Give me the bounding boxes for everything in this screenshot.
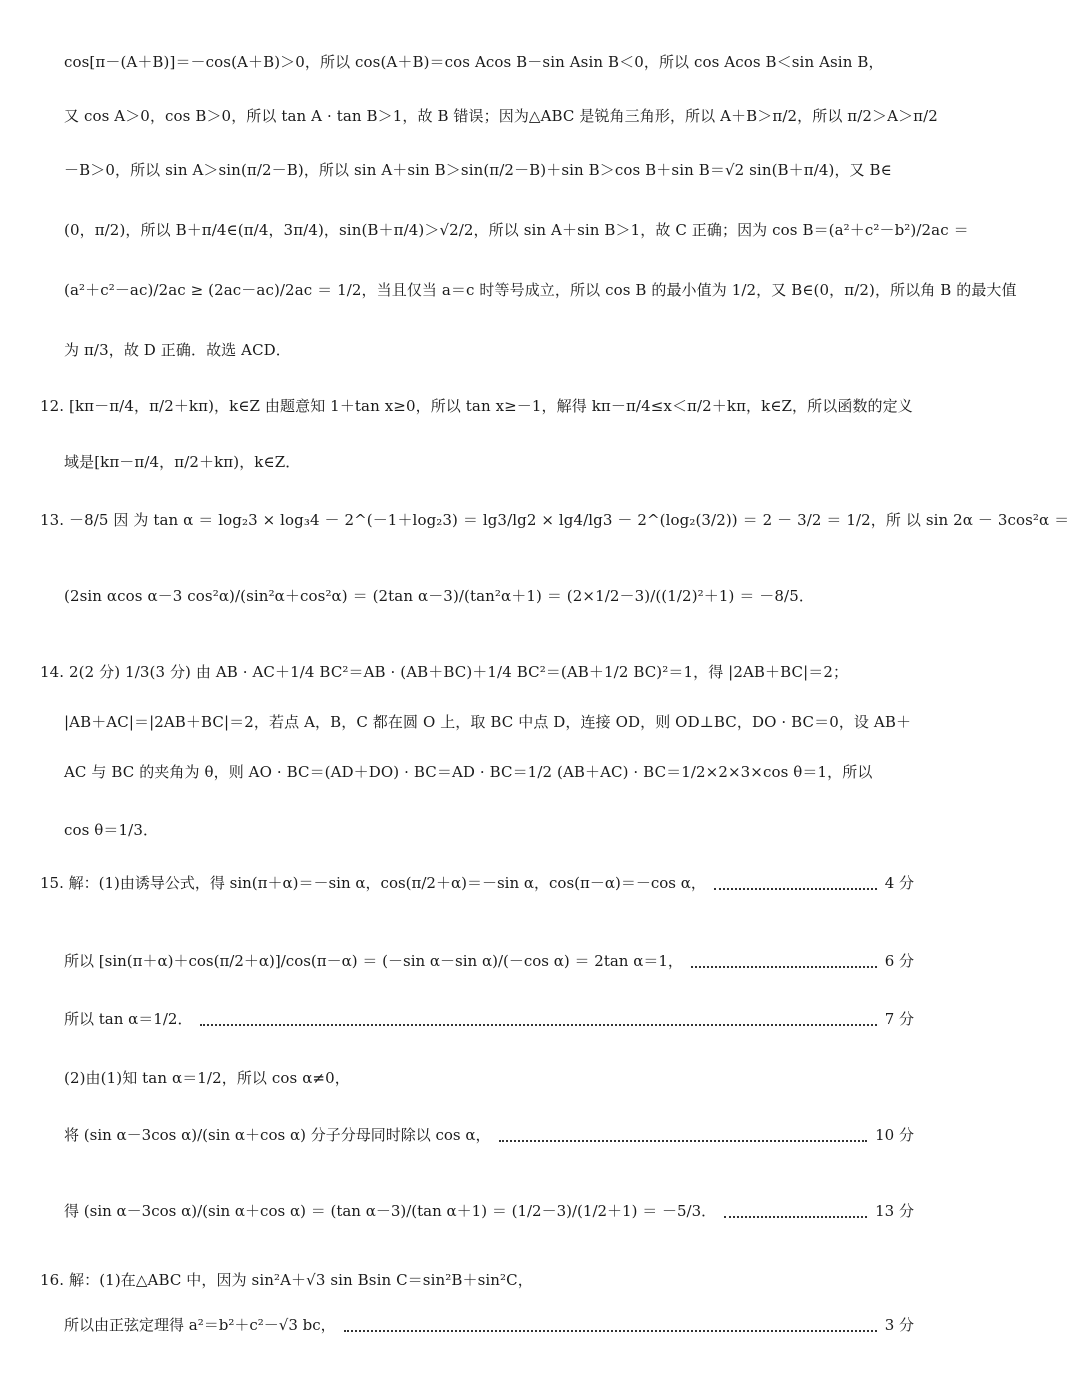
scored-line xyxy=(40,872,914,893)
dot-leader xyxy=(714,888,877,890)
text-line: (a²＋c²－ac)/2ac ≥ (2ac－ac)/2ac ＝ 1/2，当且仅当 a＝c 时等号成立，所以 cos B 的最小值为 1/2，又 B∈(0，π/2)，所以角 B 的最大值 xyxy=(64,281,1017,299)
text-line: 域是[kπ－π/4，π/2＋kπ)，k∈Z． xyxy=(64,453,301,471)
scored-line xyxy=(64,950,914,971)
dot-leader xyxy=(724,1216,867,1218)
scored-line xyxy=(64,1314,914,1335)
text-line: 又 cos A＞0，cos B＞0，所以 tan A · tan B＞1，故 B 错误；因为△ABC 是锐角三角形，所以 A＋B＞π/2，所以 π/2＞A＞π/2 xyxy=(64,107,938,125)
text-line: 为 π/3，故 D 正确．故选 ACD． xyxy=(64,341,291,359)
dot-leader xyxy=(344,1330,877,1332)
score-label: 13 分 xyxy=(875,1202,914,1220)
text-line: (2)由(1)知 tan α＝1/2，所以 cos α≠0， xyxy=(64,1069,350,1087)
text-line: cos[π－(A＋B)]＝－cos(A＋B)＞0，所以 cos(A＋B)＝cos Acos B－sin Asin B＜0，所以 cos Acos B＜sin Asin B， xyxy=(64,53,884,71)
score-label: 10 分 xyxy=(875,1126,914,1144)
text-line: |AB＋AC|＝|2AB＋BC|＝2，若点 A，B，C 都在圆 O 上，取 BC 中点 D，连接 OD，则 OD⊥BC，DO · BC＝0，设 AB＋ xyxy=(64,713,912,731)
score-label: 3 分 xyxy=(884,1316,914,1334)
scored-line xyxy=(64,1124,914,1145)
scored-line xyxy=(64,1200,914,1221)
problem-12-answer: 12. [kπ－π/4，π/2＋kπ)，k∈Z 由题意知 1＋tan x≥0，所以 tan x≥－1，解得 kπ－π/4≤x＜π/2＋kπ，k∈Z，所以函数的定义 xyxy=(40,397,913,415)
problem-13-answer: 13. －8/5 因 为 tan α ＝ log₂3 × log₃4 － 2^(－1＋log₂3) ＝ lg3/lg2 × lg4/lg3 － 2^(log₂(3/2)) ＝ 2 － 3/2 ＝ 1/2，所 以 sin 2α － 3cos²α ＝ xyxy=(40,511,1069,529)
problem-15-step: 所以 [sin(π＋α)＋cos(π/2＋α)]/cos(π－α) ＝ (－sin α－sin α)/(－cos α) ＝ 2tan α＝1， xyxy=(64,952,683,970)
score-label: 4 分 xyxy=(884,874,914,892)
text-line: AC 与 BC 的夹角为 θ，则 AO · BC＝(AD＋DO) · BC＝AD · BC＝1/2 (AB＋AC) · BC＝1/2×2×3×cos θ＝1，所以 xyxy=(64,763,873,781)
dot-leader xyxy=(200,1024,876,1026)
score-label: 7 分 xyxy=(884,1010,914,1028)
dot-leader xyxy=(691,966,877,968)
problem-14-answer: 14. 2(2 分) 1/3(3 分) 由 AB · AC＋1/4 BC²＝AB · (AB＋BC)＋1/4 BC²＝(AB＋1/2 BC)²＝1，得 |2AB＋BC|＝2； xyxy=(40,663,849,681)
problem-15-step: 得 (sin α－3cos α)/(sin α＋cos α) ＝ (tan α－3)/(tan α＋1) ＝ (1/2－3)/(1/2＋1) ＝ －5/3． xyxy=(64,1202,717,1220)
problem-16-start: 16. 解：(1)在△ABC 中，因为 sin²A＋√3 sin Bsin C＝sin²B＋sin²C， xyxy=(40,1271,533,1289)
text-line: cos θ＝1/3． xyxy=(64,821,159,839)
problem-15-step: 将 (sin α－3cos α)/(sin α＋cos α) 分子分母同时除以 cos α， xyxy=(64,1126,491,1144)
scored-line xyxy=(64,1008,914,1029)
text-line: －B＞0，所以 sin A＞sin(π/2－B)，所以 sin A＋sin B＞sin(π/2－B)＋sin B＞cos B＋sin B＝√2 sin(B＋π/4)，又 B∈ xyxy=(64,161,892,179)
text-line: (2sin αcos α－3 cos²α)/(sin²α＋cos²α) ＝ (2tan α－3)/(tan²α＋1) ＝ (2×1/2－3)/((1/2)²＋1) ＝ －8/5． xyxy=(64,587,814,605)
dot-leader xyxy=(499,1140,868,1142)
score-label: 6 分 xyxy=(884,952,914,970)
text-line: (0，π/2)，所以 B＋π/4∈(π/4，3π/4)，sin(B＋π/4)＞√2/2，所以 sin A＋sin B＞1，故 C 正确；因为 cos B＝(a²＋c²－b²)/2ac ＝ xyxy=(64,221,969,239)
problem-16-step: 所以由正弦定理得 a²＝b²＋c²－√3 bc， xyxy=(64,1316,336,1334)
problem-15-step: 所以 tan α＝1/2． xyxy=(64,1010,193,1028)
problem-15-step: 15. 解：(1)由诱导公式，得 sin(π＋α)＝－sin α，cos(π/2＋α)＝－sin α，cos(π－α)＝－cos α， xyxy=(40,874,706,892)
